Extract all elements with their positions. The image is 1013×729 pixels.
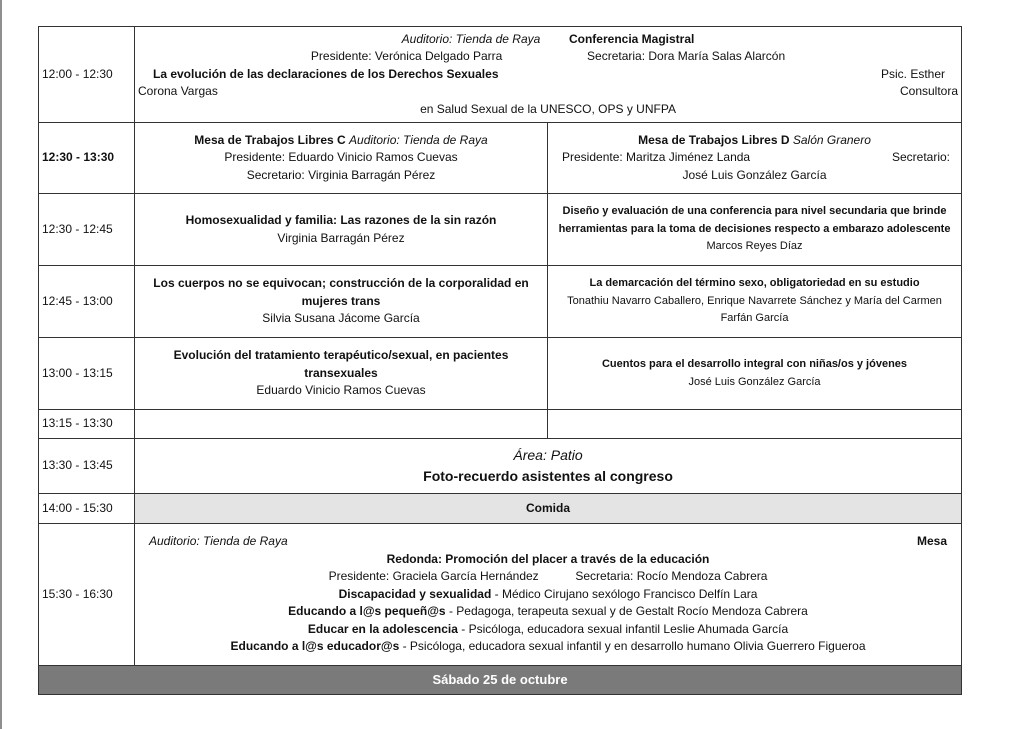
paper-author: Tonathiu Navarro Caballero, Enrique Navarrete Sánchez y María del Carmen	[567, 294, 942, 307]
keynote-header	[138, 31, 958, 49]
schedule-row	[39, 266, 962, 338]
venue-label: Auditorio: Tienda de Raya	[401, 31, 541, 46]
paper-title: transexuales	[304, 365, 378, 380]
paper-cell	[548, 338, 962, 410]
topic-desc: - Psicóloga, educadora sexual infantil y en desarrollo humano Olivia Guerrero Figueroa	[399, 639, 866, 654]
time-cell: 13:00 - 13:15	[39, 338, 135, 410]
keynote-cell	[135, 27, 962, 123]
time-cell: 14:00 - 15:30	[39, 494, 135, 524]
page-left-edge	[0, 0, 2, 729]
venue-label: Auditorio: Tienda de Raya	[349, 132, 488, 147]
schedule-table	[38, 26, 962, 695]
keynote-speaker-line	[138, 83, 958, 101]
time-cell: 12:45 - 13:00	[39, 266, 135, 338]
topic-desc: - Pedagoga, terapeuta sexual y de Gestalt Rocío Mendoza Cabrera	[445, 604, 808, 619]
topic-line	[138, 603, 958, 621]
empty-cell	[135, 410, 548, 439]
panel-c-header	[135, 123, 548, 194]
secretaria-text: Secretaria: Rocío Mendoza Cabrera	[575, 569, 768, 584]
schedule-row	[39, 338, 962, 410]
topic-title: Discapacidad y sexualidad	[338, 586, 492, 601]
photo-cell	[135, 439, 962, 494]
secretario-text: José Luis González García	[682, 167, 827, 182]
topic-line	[138, 621, 958, 639]
panel-d-header	[548, 123, 962, 194]
paper-cell	[548, 194, 962, 266]
venue-label: Auditorio: Tienda de Raya	[149, 534, 288, 549]
presidente-text: Presidente: Maritza Jiménez Landa	[562, 150, 751, 165]
paper-author: Farfán García	[720, 312, 789, 325]
schedule-row	[39, 194, 962, 266]
speaker-text: Corona Vargas	[138, 84, 218, 99]
presidente-text: Presidente: Verónica Delgado Parra	[310, 49, 503, 64]
topic-title: Educando a l@s educador@s	[230, 639, 400, 654]
paper-author: José Luis González García	[688, 375, 821, 388]
time-cell: 15:30 - 16:30	[39, 524, 135, 666]
event-kind: Mesa	[916, 534, 948, 549]
time-cell: 12:30 - 13:30	[39, 123, 135, 194]
venue-label: Salón Granero	[792, 132, 871, 147]
day-banner-row	[39, 666, 962, 695]
topic-title: Educando a l@s pequeñ@s	[288, 604, 446, 619]
paper-title: La demarcación del término sexo, obligatoriedad en su estudio	[589, 277, 920, 290]
speaker-text: Psic. Esther	[880, 66, 946, 81]
paper-title: mujeres trans	[301, 293, 381, 308]
topic-line	[138, 638, 958, 656]
event-kind: Conferencia Magistral	[568, 31, 695, 46]
keynote-title: La evolución de las declaraciones de los Derechos Sexuales	[153, 66, 499, 81]
topic-line	[138, 586, 958, 604]
time-cell: 12:00 - 12:30	[39, 27, 135, 123]
time-cell: 13:15 - 13:30	[39, 410, 135, 439]
panel-name: Mesa de Trabajos Libres D	[638, 132, 790, 147]
keynote-chairs	[138, 48, 958, 66]
paper-author: Silvia Susana Jácome García	[262, 311, 420, 326]
paper-title: Los cuerpos no se equivocan; construcción de la corporalidad en	[153, 276, 529, 291]
area-label: Área: Patio	[513, 447, 583, 463]
schedule-row	[39, 27, 962, 123]
secretario-text: Secretario: Virginia Barragán Pérez	[246, 167, 436, 182]
presidente-text: Presidente: Graciela García Hernández	[328, 569, 539, 584]
paper-title: Homosexualidad y familia: Las razones de la sin razón	[185, 213, 497, 227]
paper-author: Virginia Barragán Pérez	[277, 230, 405, 245]
time-cell: 12:30 - 12:45	[39, 194, 135, 266]
schedule-row	[39, 439, 962, 494]
event-title: Redonda: Promoción del placer a través de la educación	[386, 551, 710, 566]
schedule-row	[39, 123, 962, 194]
paper-title: herramientas para la toma de decisiones respecto a embarazo adolescente	[558, 222, 951, 235]
schedule-row	[39, 494, 962, 524]
presidente-text: Presidente: Eduardo Vinicio Ramos Cuevas	[224, 150, 458, 165]
secretaria-text: Secretaria: Dora María Salas Alarcón	[587, 49, 786, 64]
secretario-label: Secretario:	[891, 150, 951, 165]
day-banner: Sábado 25 de octubre	[39, 666, 962, 695]
topic-desc: - Médico Cirujano sexólogo Francisco Delfín Lara	[491, 586, 758, 601]
round-table-chairs	[138, 568, 958, 586]
time-cell: 13:30 - 13:45	[39, 439, 135, 494]
keynote-title-cont: en Salud Sexual de la UNESCO, OPS y UNFPA	[420, 101, 676, 116]
paper-title: Cuentos para el desarrollo integral con niñas/os y jóvenes	[601, 358, 908, 370]
topic-title: Educar en la adolescencia	[307, 621, 458, 636]
round-table-cell	[135, 524, 962, 666]
paper-title: Diseño y evaluación de una conferencia para nivel secundaria que brinde	[562, 205, 947, 218]
paper-cell	[135, 338, 548, 410]
lunch-cell: Comida	[135, 494, 962, 524]
schedule-row	[39, 410, 962, 439]
schedule-row	[39, 524, 962, 666]
paper-cell	[548, 266, 962, 338]
paper-cell	[135, 266, 548, 338]
topic-desc: - Psicóloga, educadora sexual infantil Leslie Ahumada García	[457, 621, 789, 636]
speaker-role: Consultora	[899, 84, 959, 99]
panel-name: Mesa de Trabajos Libres C	[194, 132, 346, 147]
paper-cell	[135, 194, 548, 266]
empty-cell	[548, 410, 962, 439]
paper-author: Marcos Reyes Díaz	[706, 240, 803, 253]
keynote-title-line	[138, 66, 958, 84]
event-title: Foto-recuerdo asistentes al congreso	[423, 468, 673, 484]
paper-title: Evolución del tratamiento terapéutico/sexual, en pacientes	[173, 348, 509, 363]
paper-author: Eduardo Vinicio Ramos Cuevas	[256, 383, 426, 398]
